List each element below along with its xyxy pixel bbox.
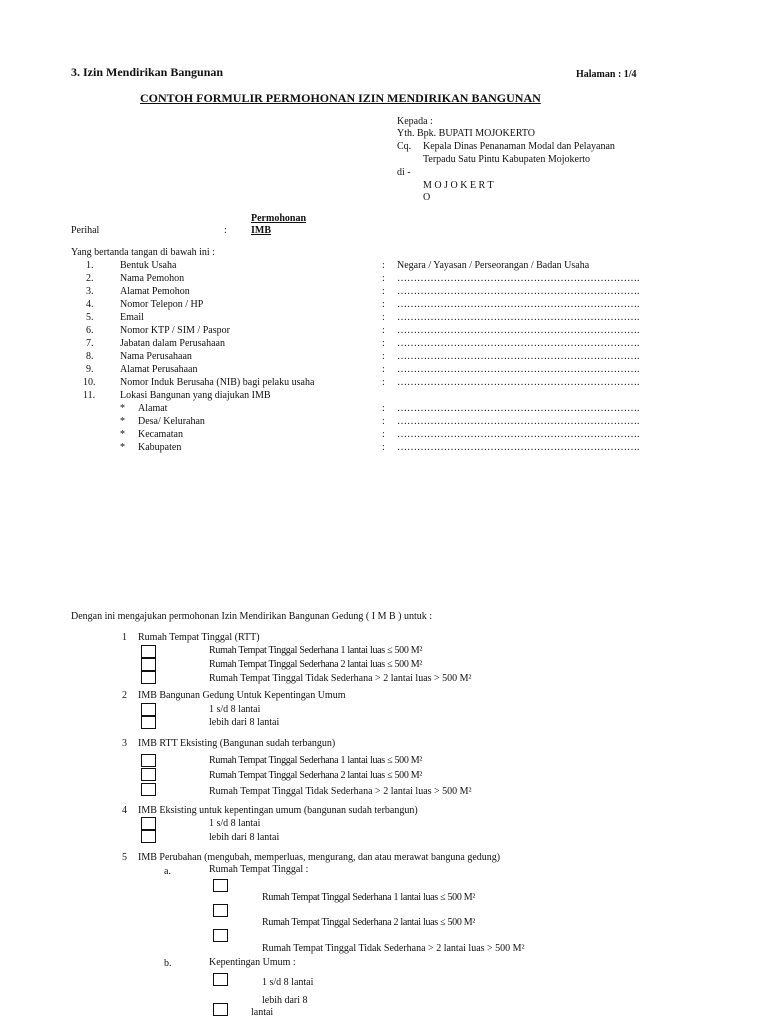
recipient-line: Yth. Bpk. BUPATI MOJOKERTO bbox=[397, 128, 536, 139]
checkbox[interactable] bbox=[141, 671, 156, 684]
field-label: Nomor KTP / SIM / Paspor bbox=[120, 325, 230, 336]
field-label: Nama Pemohon bbox=[120, 273, 185, 284]
intro-text: Yang bertanda tangan di bawah ini : bbox=[71, 247, 215, 258]
location-label: Alamat bbox=[138, 403, 168, 414]
field-value: ………………………………………………………………. bbox=[397, 364, 640, 375]
bullet: * bbox=[120, 442, 125, 453]
field-colon: : bbox=[382, 416, 385, 427]
sub-title: Rumah Tempat Tinggal : bbox=[209, 864, 309, 875]
cq-line-1: Kepala Dinas Penanaman Modal dan Pelayanan bbox=[423, 141, 615, 152]
location-label: Kabupaten bbox=[138, 442, 182, 453]
checkbox[interactable] bbox=[213, 879, 228, 892]
field-value: ………………………………………………………………. bbox=[397, 299, 640, 310]
subject-colon: : bbox=[224, 225, 227, 236]
checkbox[interactable] bbox=[213, 929, 228, 942]
checkbox[interactable] bbox=[141, 645, 156, 658]
checkbox[interactable] bbox=[141, 716, 156, 729]
field-label: Alamat Pemohon bbox=[120, 286, 190, 297]
bullet: * bbox=[120, 403, 125, 414]
category-title: IMB Eksisting untuk kepentingan umum (bangunan sudah terbangun) bbox=[138, 805, 418, 816]
field-label: Lokasi Bangunan yang diajukan IMB bbox=[120, 390, 271, 401]
field-value: ………………………………………………………………. bbox=[397, 351, 640, 362]
city-line-1: M O J O K E R T bbox=[423, 180, 494, 191]
field-colon: : bbox=[382, 338, 385, 349]
page-number: Halaman : 1/4 bbox=[576, 69, 637, 80]
category-number: 4 bbox=[122, 805, 127, 816]
field-value: ………………………………………………………………. bbox=[397, 312, 640, 323]
field-value: ………………………………………………………………. bbox=[397, 403, 640, 414]
checkbox[interactable] bbox=[141, 658, 156, 671]
option-label: Rumah Tempat Tinggal Sederhana 1 lantai luas ≤ 500 M² bbox=[209, 755, 423, 766]
section-title: 3. Izin Mendirikan Bangunan bbox=[71, 65, 224, 79]
option-label: Rumah Tempat Tinggal Tidak Sederhana > 2 lantai luas > 500 M² bbox=[209, 673, 472, 684]
category-title: IMB Bangunan Gedung Untuk Kepentingan Umum bbox=[138, 690, 346, 701]
form-title: CONTOH FORMULIR PERMOHONAN IZIN MENDIRIKAN BANGUNAN bbox=[140, 91, 541, 105]
to-label: Kepada : bbox=[397, 116, 433, 127]
field-label: Email bbox=[120, 312, 144, 323]
field-value: ………………………………………………………………. bbox=[397, 429, 640, 440]
field-colon: : bbox=[382, 403, 385, 414]
field-colon: : bbox=[382, 312, 385, 323]
field-value: ………………………………………………………………. bbox=[397, 377, 640, 388]
field-number: 1. bbox=[86, 260, 94, 271]
option-label: lebih dari 8 lantai bbox=[209, 832, 280, 843]
category-number: 3 bbox=[122, 738, 127, 749]
checkbox[interactable] bbox=[213, 1003, 228, 1016]
field-label: Nomor Induk Berusaha (NIB) bagi pelaku usaha bbox=[120, 377, 315, 388]
location-label: Kecamatan bbox=[138, 429, 183, 440]
field-number: 6. bbox=[86, 325, 94, 336]
field-colon: : bbox=[382, 377, 385, 388]
field-value: ………………………………………………………………. bbox=[397, 416, 640, 427]
field-colon: : bbox=[382, 286, 385, 297]
di-label: di - bbox=[397, 167, 411, 178]
option-label: 1 s/d 8 lantai bbox=[209, 818, 261, 829]
bullet: * bbox=[120, 429, 125, 440]
request-intro: Dengan ini mengajukan permohonan Izin Mendirikan Bangunan Gedung ( I M B ) untuk : bbox=[71, 611, 433, 622]
location-label: Desa/ Kelurahan bbox=[138, 416, 205, 427]
option-label: Rumah Tempat Tinggal Tidak Sederhana > 2 lantai luas > 500 M² bbox=[262, 943, 525, 954]
field-number: 7. bbox=[86, 338, 94, 349]
option-label: lebih dari 8 bbox=[262, 995, 308, 1006]
subject-value-line-2: IMB bbox=[251, 225, 271, 236]
field-value: Negara / Yayasan / Perseorangan / Badan Usaha bbox=[397, 260, 590, 271]
field-label: Alamat Perusahaan bbox=[120, 364, 198, 375]
field-colon: : bbox=[382, 273, 385, 284]
sub-letter: a. bbox=[164, 866, 171, 877]
option-label: Rumah Tempat Tinggal Sederhana 1 lantai luas ≤ 500 M² bbox=[209, 645, 423, 656]
bullet: * bbox=[120, 416, 125, 427]
field-number: 3. bbox=[86, 286, 94, 297]
field-value: ………………………………………………………………. bbox=[397, 273, 640, 284]
option-label: Rumah Tempat Tinggal Sederhana 2 lantai luas ≤ 500 M² bbox=[209, 770, 423, 781]
field-colon: : bbox=[382, 364, 385, 375]
field-colon: : bbox=[382, 260, 385, 271]
checkbox[interactable] bbox=[141, 783, 156, 796]
option-label: 1 s/d 8 lantai bbox=[262, 977, 314, 988]
option-label: Rumah Tempat Tinggal Tidak Sederhana > 2 lantai luas > 500 M² bbox=[209, 786, 472, 797]
option-label: lebih dari 8 lantai bbox=[209, 717, 280, 728]
option-label: Rumah Tempat Tinggal Sederhana 2 lantai luas ≤ 500 M² bbox=[209, 659, 423, 670]
category-number: 1 bbox=[122, 632, 127, 643]
field-colon: : bbox=[382, 325, 385, 336]
sub-letter: b. bbox=[164, 958, 172, 969]
field-number: 10. bbox=[83, 377, 96, 388]
sub-title: Kepentingan Umum : bbox=[209, 957, 296, 968]
field-number: 5. bbox=[86, 312, 94, 323]
option-label: 1 s/d 8 lantai bbox=[209, 704, 261, 715]
category-title: Rumah Tempat Tinggal (RTT) bbox=[138, 632, 260, 643]
field-colon: : bbox=[382, 442, 385, 453]
category-number: 2 bbox=[122, 690, 127, 701]
category-number: 5 bbox=[122, 852, 127, 863]
checkbox[interactable] bbox=[141, 768, 156, 781]
field-colon: : bbox=[382, 429, 385, 440]
checkbox[interactable] bbox=[141, 703, 156, 716]
subject-value-line-1: Permohonan bbox=[251, 213, 306, 224]
field-colon: : bbox=[382, 351, 385, 362]
field-colon: : bbox=[382, 299, 385, 310]
field-number: 11. bbox=[83, 390, 96, 401]
option-label: Rumah Tempat Tinggal Sederhana 1 lantai luas ≤ 500 M² bbox=[262, 892, 476, 903]
field-label: Bentuk Usaha bbox=[120, 260, 177, 271]
field-value: ………………………………………………………………. bbox=[397, 325, 640, 336]
cq-label: Cq. bbox=[397, 141, 412, 152]
checkbox[interactable] bbox=[213, 973, 228, 986]
subject-label: Perihal bbox=[71, 225, 100, 236]
category-title: IMB Perubahan (mengubah, memperluas, mengurang, dan atau merawat banguna gedung) bbox=[138, 852, 501, 863]
option-label: lantai bbox=[251, 1007, 274, 1018]
field-value: ………………………………………………………………. bbox=[397, 442, 640, 453]
field-number: 2. bbox=[86, 273, 94, 284]
cq-line-2: Terpadu Satu Pintu Kabupaten Mojokerto bbox=[423, 154, 591, 165]
field-value: ………………………………………………………………. bbox=[397, 286, 640, 297]
checkbox[interactable] bbox=[141, 830, 156, 843]
option-label: Rumah Tempat Tinggal Sederhana 2 lantai luas ≤ 500 M² bbox=[262, 917, 476, 928]
field-number: 9. bbox=[86, 364, 94, 375]
field-label: Jabatan dalam Perusahaan bbox=[120, 338, 225, 349]
field-value: ………………………………………………………………. bbox=[397, 338, 640, 349]
checkbox[interactable] bbox=[213, 904, 228, 917]
city-line-2: O bbox=[423, 192, 431, 203]
field-label: Nomor Telepon / HP bbox=[120, 299, 204, 310]
category-title: IMB RTT Eksisting (Bangunan sudah terbangun) bbox=[138, 738, 336, 749]
field-number: 4. bbox=[86, 299, 94, 310]
field-number: 8. bbox=[86, 351, 94, 362]
checkbox[interactable] bbox=[141, 817, 156, 830]
checkbox[interactable] bbox=[141, 754, 156, 767]
field-label: Nama Perusahaan bbox=[120, 351, 192, 362]
